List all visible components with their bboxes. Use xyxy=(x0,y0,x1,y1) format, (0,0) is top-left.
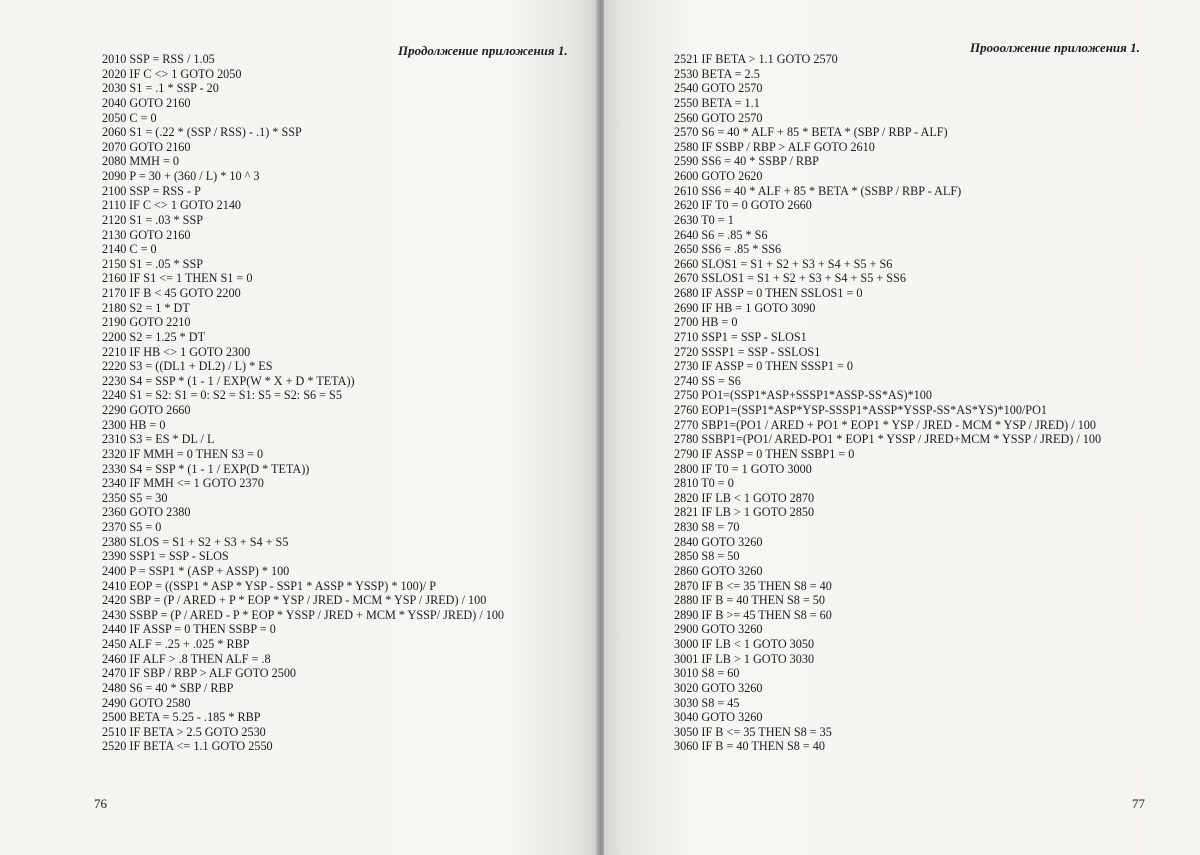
code-line: 2790 IF ASSP = 0 THEN SSBP1 = 0 xyxy=(674,446,855,461)
code-line: 2780 SSBP1=(PO1/ ARED-PO1 * EOP1 * YSSP / JRED+MCM * YSSP / JRED) / 100 xyxy=(674,432,1102,447)
page-header: Прооолжение приложения 1. xyxy=(970,40,1140,55)
code-line: 2040 GOTO 2160 xyxy=(102,95,191,110)
code-line: 2320 IF MMH = 0 THEN S3 = 0 xyxy=(102,446,264,461)
code-line: 3040 GOTO 3260 xyxy=(674,710,763,725)
code-line: 2380 SLOS = S1 + S2 + S3 + S4 + S5 xyxy=(102,534,289,549)
code-line: 2860 GOTO 3260 xyxy=(674,563,763,578)
page-number: 76 xyxy=(94,796,107,811)
code-line: 2230 S4 = SSP * (1 - 1 / EXP(W * X + D * TETA)) xyxy=(102,373,355,388)
page-number: 77 xyxy=(1132,796,1145,811)
code-line: 3001 IF LB > 1 GOTO 3030 xyxy=(674,651,815,666)
code-line: 2670 SSLOS1 = S1 + S2 + S3 + S4 + S5 + SS6 xyxy=(674,271,906,286)
code-line: 2220 S3 = ((DL1 + DL2) / L) * ES xyxy=(102,359,273,374)
code-line: 2810 T0 = 0 xyxy=(674,476,734,491)
code-line: 2370 S5 = 0 xyxy=(102,520,162,534)
code-line: 2690 IF HB = 1 GOTO 3090 xyxy=(674,300,816,315)
left-page xyxy=(0,0,598,855)
code-line: 2870 IF B <= 35 THEN S8 = 40 xyxy=(674,578,832,593)
code-line: 2140 C = 0 xyxy=(102,242,157,257)
code-line: 2540 GOTO 2570 xyxy=(674,81,763,96)
code-listing xyxy=(102,52,504,754)
code-line: 2390 SSP1 = SSP - SLOS xyxy=(102,549,229,564)
code-line: 2170 IF B < 45 GOTO 2200 xyxy=(102,286,241,300)
code-line: 2350 S5 = 30 xyxy=(102,490,168,505)
code-line: 2010 SSP = RSS / 1.05 xyxy=(102,52,215,66)
code-line: 2120 S1 = .03 * SSP xyxy=(102,212,204,227)
code-line: 2310 S3 = ES * DL / L xyxy=(102,432,215,447)
code-line: 2900 GOTO 3260 xyxy=(674,622,763,637)
code-line: 2830 S8 = 70 xyxy=(674,520,740,534)
code-line: 2620 IF T0 = 0 GOTO 2660 xyxy=(674,198,812,213)
code-line: 2510 IF BETA > 2.5 GOTO 2530 xyxy=(102,724,266,739)
code-line: 2570 S6 = 40 * ALF + 85 * BETA * (SBP / RBP - ALF) xyxy=(674,125,948,140)
code-line: 2340 IF MMH <= 1 GOTO 2370 xyxy=(102,476,264,491)
page-header: Продолжение приложения 1. xyxy=(398,43,568,58)
code-line: 2330 S4 = SSP * (1 - 1 / EXP(D * TETA)) xyxy=(102,461,310,476)
code-line: 2200 S2 = 1.25 * DT xyxy=(102,329,206,344)
code-line: 2890 IF B >= 45 THEN S8 = 60 xyxy=(674,607,832,622)
code-line: 2430 SSBP = (P / ARED - P * EOP * YSSP / JRED + MCM * YSSP/ JRED) / 100 xyxy=(102,607,505,622)
code-line: 3020 GOTO 3260 xyxy=(674,680,763,695)
code-line: 2640 S6 = .85 * S6 xyxy=(674,227,768,242)
code-line: 2680 IF ASSP = 0 THEN SSLOS1 = 0 xyxy=(674,286,863,300)
code-line: 2580 IF SSBP / RBP > ALF GOTO 2610 xyxy=(674,139,875,154)
code-line: 2590 SS6 = 40 * SSBP / RBP xyxy=(674,154,819,169)
code-line: 3050 IF B <= 35 THEN S8 = 35 xyxy=(674,724,832,739)
code-line: 2821 IF LB > 1 GOTO 2850 xyxy=(674,505,815,520)
code-line: 2030 S1 = .1 * SSP - 20 xyxy=(102,81,219,96)
code-line: 2420 SBP = (P / ARED + P * EOP * YSP / JRED - MCM * YSP / JRED) / 100 xyxy=(102,593,487,608)
code-line: 2490 GOTO 2580 xyxy=(102,695,191,710)
code-line: 2410 EOP = ((SSP1 * ASP * YSP - SSP1 * ASSP * YSSP) * 100)/ P xyxy=(102,578,437,593)
code-line: 2770 SBP1=(PO1 / ARED + PO1 * EOP1 * YSP / JRED - MCM * YSP / JRED) / 100 xyxy=(674,417,1096,432)
code-line: 2500 BETA = 5.25 - .185 * RBP xyxy=(102,710,261,725)
code-line: 2820 IF LB < 1 GOTO 2870 xyxy=(674,490,815,505)
code-line: 2080 MMH = 0 xyxy=(102,154,179,169)
code-line: 2740 SS = S6 xyxy=(674,373,741,388)
code-line: 2070 GOTO 2160 xyxy=(102,139,191,154)
code-line: 2290 GOTO 2660 xyxy=(102,403,191,417)
code-line: 2460 IF ALF > .8 THEN ALF = .8 xyxy=(102,651,271,666)
code-line: 2480 S6 = 40 * SBP / RBP xyxy=(102,680,234,695)
code-line: 2720 SSSP1 = SSP - SSLOS1 xyxy=(674,344,821,359)
code-line: 2110 IF C <> 1 GOTO 2140 xyxy=(102,198,242,213)
code-line: 3060 IF B = 40 THEN S8 = 40 xyxy=(674,739,825,754)
code-listing xyxy=(674,52,1101,754)
code-line: 2710 SSP1 = SSP - SLOS1 xyxy=(674,329,807,344)
code-line: 2090 P = 30 + (360 / L) * 10 ^ 3 xyxy=(102,169,260,183)
code-line: 2560 GOTO 2570 xyxy=(674,110,763,125)
code-line: 2450 ALF = .25 + .025 * RBP xyxy=(102,637,250,651)
code-line: 2850 S8 = 50 xyxy=(674,549,740,564)
code-line: 2660 SLOS1 = S1 + S2 + S3 + S4 + S5 + S6 xyxy=(674,256,893,271)
code-line: 2840 GOTO 3260 xyxy=(674,534,763,549)
code-line: 2150 S1 = .05 * SSP xyxy=(102,256,204,271)
code-line: 2630 T0 = 1 xyxy=(674,212,734,227)
right-page xyxy=(604,0,1200,855)
code-line: 2610 SS6 = 40 * ALF + 85 * BETA * (SSBP / RBP - ALF) xyxy=(674,183,962,198)
code-line: 2180 S2 = 1 * DT xyxy=(102,300,190,315)
code-line: 2210 IF HB <> 1 GOTO 2300 xyxy=(102,344,251,359)
code-line: 2600 GOTO 2620 xyxy=(674,169,763,183)
code-line: 2020 IF C <> 1 GOTO 2050 xyxy=(102,66,242,81)
code-line: 2130 GOTO 2160 xyxy=(102,227,191,242)
code-line: 2400 P = SSP1 * (ASP + ASSP) * 100 xyxy=(102,563,290,578)
code-line: 2650 SS6 = .85 * SS6 xyxy=(674,242,782,257)
code-line: 3000 IF LB < 1 GOTO 3050 xyxy=(674,637,815,651)
code-line: 2700 HB = 0 xyxy=(674,315,738,330)
code-line: 2521 IF BETA > 1.1 GOTO 2570 xyxy=(674,52,838,66)
code-line: 2300 HB = 0 xyxy=(102,417,166,432)
code-line: 2800 IF T0 = 1 GOTO 3000 xyxy=(674,461,812,476)
code-line: 2730 IF ASSP = 0 THEN SSSP1 = 0 xyxy=(674,359,854,374)
code-line: 2190 GOTO 2210 xyxy=(102,315,191,330)
code-line: 2050 C = 0 xyxy=(102,110,157,125)
code-line: 2550 BETA = 1.1 xyxy=(674,95,760,110)
code-line: 2470 IF SBP / RBP > ALF GOTO 2500 xyxy=(102,666,297,681)
code-line: 2520 IF BETA <= 1.1 GOTO 2550 xyxy=(102,739,273,754)
code-line: 2440 IF ASSP = 0 THEN SSBP = 0 xyxy=(102,622,276,637)
code-line: 3010 S8 = 60 xyxy=(674,666,740,681)
code-line: 2060 S1 = (.22 * (SSP / RSS) - .1) * SSP xyxy=(102,125,302,140)
code-line: 2240 S1 = S2: S1 = 0: S2 = S1: S5 = S2: S6 = S5 xyxy=(102,388,342,403)
code-line: 2360 GOTO 2380 xyxy=(102,505,191,520)
code-line: 2100 SSP = RSS - P xyxy=(102,183,201,198)
code-line: 2160 IF S1 <= 1 THEN S1 = 0 xyxy=(102,271,253,286)
code-line: 2750 PO1=(SSP1*ASP+SSSP1*ASSP-SS*AS)*100 xyxy=(674,388,932,403)
code-line: 3030 S8 = 45 xyxy=(674,695,740,710)
code-line: 2530 BETA = 2.5 xyxy=(674,66,760,81)
code-line: 2760 EOP1=(SSP1*ASP*YSP-SSSP1*ASSP*YSSP-SS*AS*YS)*100/PO1 xyxy=(674,403,1047,417)
code-line: 2880 IF B = 40 THEN S8 = 50 xyxy=(674,593,825,608)
